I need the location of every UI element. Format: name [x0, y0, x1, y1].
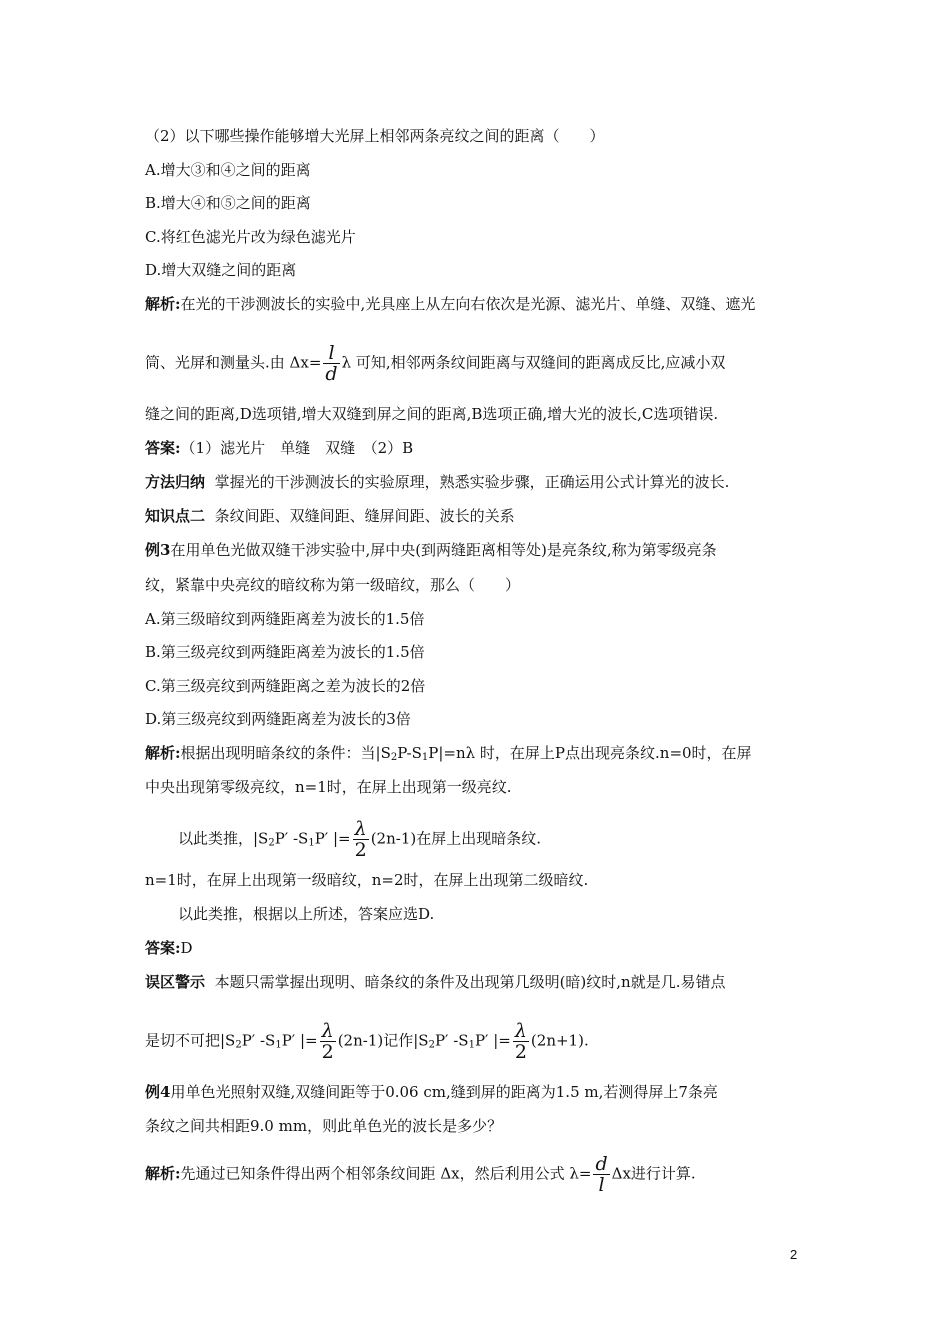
analysis-label: 解析:	[145, 1164, 181, 1183]
analysis-label: 解析:	[145, 744, 181, 762]
question-2-stem: （2）以下哪些操作能够增大光屏上相邻两条亮纹之间的距离（ ）	[145, 127, 605, 145]
analysis-2-line-4: n=1时，在屏上出现第一级暗纹，n=2时，在屏上出现第二级暗纹.	[145, 871, 589, 889]
fraction-lambda-over-2: $\frac{\lambda}{2}$	[321, 1020, 334, 1063]
example-3-option-a: A.第三级暗纹到两缝距离差为波长的1.5倍	[145, 610, 425, 628]
option-b: B.增大④和⑤之间的距离	[145, 194, 311, 212]
fraction-d-over-l: $\frac{d}{l}$	[595, 1153, 608, 1196]
fraction-lambda-over-2: $\frac{\lambda}{2}$	[354, 818, 367, 861]
warning-line-2: 是切不可把$|S_2P'$ $-S_1P'$ |= $\frac{\lambda}{2}$ (2n-1)记作$|S_2P'$ $-S_1P'$ |= $\frac{\lambda}{2}$ (2n+1).	[145, 1020, 589, 1063]
warning-line-1: 误区警示 本题只需掌握出现明、暗条纹的条件及出现第几级明(暗)纹时,n就是几.易错点	[145, 973, 726, 991]
analysis-1-line-3: 缝之间的距离,D选项错,增大双缝到屏之间的距离,B选项正确,增大光的波长,C选项错误.	[145, 405, 719, 423]
example-3-option-b: B.第三级亮纹到两缝距离差为波长的1.5倍	[145, 643, 425, 661]
answer-2: 答案:D	[145, 939, 193, 957]
example-3-option-d: D.第三级亮纹到两缝距离差为波长的3倍	[145, 710, 411, 728]
method-summary: 方法归纳 掌握光的干涉测波长的实验原理，熟悉实验步骤，正确运用公式计算光的波长.	[145, 473, 730, 491]
option-c: C.将红色滤光片改为绿色滤光片	[145, 228, 356, 246]
example-3-line-1: 例3在用单色光做双缝干涉实验中,屏中央(到两缝距离相等处)是亮条纹,称为第零级亮条	[145, 541, 717, 559]
analysis-label: 解析:	[145, 295, 181, 313]
analysis-2-line-2: 中央出现第零级亮纹，n=1时，在屏上出现第一级亮纹.	[145, 778, 512, 796]
knowledge-point-2: 知识点二 条纹间距、双缝间距、缝屏间距、波长的关系	[145, 507, 515, 525]
example-4-label: 例4	[145, 1083, 171, 1101]
knowledge-point-label: 知识点二	[145, 507, 206, 525]
fraction-l-over-d: $\frac{l}{d}$	[325, 342, 338, 385]
answer-label: 答案:	[145, 939, 181, 957]
analysis-2-line-1: 解析:根据出现明暗条纹的条件：当$|S_2P-S_1P|=n\lambda$ 时，在屏上P点出现亮条纹.n=0时，在屏	[145, 744, 752, 763]
warning-label: 误区警示	[145, 973, 206, 991]
analysis-3: 解析:先通过已知条件得出两个相邻条纹间距 Δx，然后利用公式 λ= $\frac{d}{l}$ Δx进行计算.	[145, 1153, 696, 1196]
example-4-line-1: 例4用单色光照射双缝,双缝间距等于0.06 cm,缝到屏的距离为1.5 m,若测得屏上7条亮	[145, 1083, 718, 1101]
analysis-2-line-3: 以此类推，$|S_2P'$ $-S_1P'$ |= $\frac{\lambda}{2}$ (2n-1)在屏上出现暗条纹.	[178, 818, 541, 861]
example-3-option-c: C.第三级亮纹到两缝距离之差为波长的2倍	[145, 677, 426, 695]
analysis-1-line-1: 解析:在光的干涉测波长的实验中,光具座上从左向右依次是光源、滤光片、单缝、双缝、遮光	[145, 295, 756, 313]
example-3-line-2: 纹，紧靠中央亮纹的暗纹称为第一级暗纹，那么（ ）	[145, 576, 521, 594]
method-label: 方法归纳	[145, 473, 206, 491]
example-4-line-2: 条纹之间共相距9.0 mm，则此单色光的波长是多少？	[145, 1117, 503, 1135]
analysis-1-line-2: 筒、光屏和测量头.由 Δx= $\frac{l}{d}$ λ 可知,相邻两条纹间距离与双缝间的距离成反比,应减小双	[145, 342, 726, 385]
answer-1: 答案:（1）滤光片 单缝 双缝 （2）B	[145, 439, 414, 457]
option-d: D.增大双缝之间的距离	[145, 261, 297, 279]
answer-label: 答案:	[145, 439, 181, 457]
page-number: 2	[790, 1247, 798, 1262]
option-a: A.增大③和④之间的距离	[145, 161, 311, 179]
fraction-lambda-over-2: $\frac{\lambda}{2}$	[514, 1020, 527, 1063]
example-3-label: 例3	[145, 541, 171, 559]
analysis-2-line-5: 以此类推，根据以上所述，答案应选D.	[178, 905, 435, 923]
